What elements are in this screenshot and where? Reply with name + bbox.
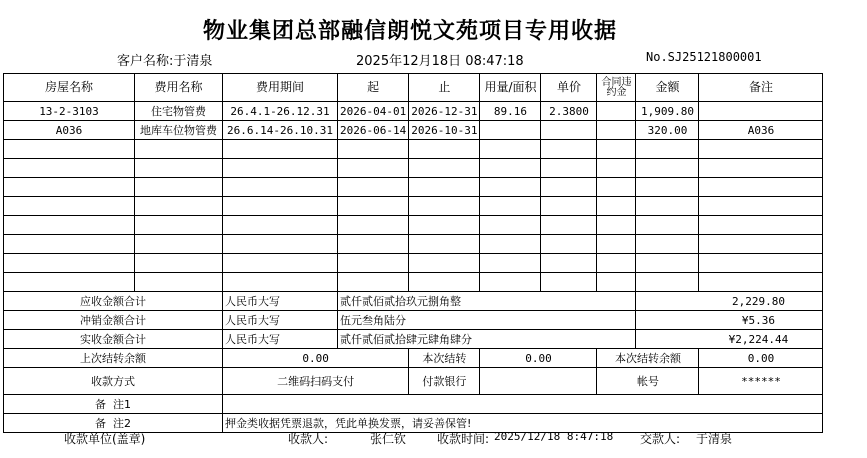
receipt-title: 物业集团总部融信朗悦文苑项目专用收据: [202, 18, 617, 44]
empty-cell: [636, 273, 699, 292]
footer-time: 2025/12/18 8:47:18: [494, 430, 614, 443]
table-row: [4, 235, 823, 254]
receivable-upper: 贰仟贰佰贰拾玖元捌角整: [338, 292, 636, 311]
empty-cell: [4, 216, 135, 235]
rmb-upper-label: 人民币大写: [223, 292, 338, 311]
empty-cell: [541, 159, 597, 178]
pay-method: 二维码扫码支付: [223, 368, 409, 395]
header-amount: 金额: [636, 74, 699, 102]
table-row: [4, 102, 823, 121]
footer-payer: 于清泉: [696, 432, 733, 446]
remark2-label: 备 注2: [4, 414, 223, 433]
empty-cell: [699, 216, 823, 235]
empty-cell: [135, 235, 223, 254]
empty-cell: [223, 235, 338, 254]
table-row: [4, 254, 823, 273]
cell-room: 13-2-3103: [4, 102, 135, 121]
empty-cell: [338, 197, 409, 216]
this-transfer: 0.00: [480, 349, 597, 368]
table-row: [4, 216, 823, 235]
this-balance: 0.00: [699, 349, 823, 368]
empty-cell: [223, 216, 338, 235]
empty-cell: [597, 140, 636, 159]
receipt-number: No.SJ25121800001: [646, 50, 762, 64]
remark1-row: [4, 395, 823, 414]
empty-cell: [541, 216, 597, 235]
empty-cell: [4, 159, 135, 178]
footer-unit: 收款单位(盖章): [64, 432, 146, 446]
header-remark: 备注: [699, 74, 823, 102]
empty-cell: [699, 178, 823, 197]
pay-bank: [480, 368, 597, 395]
empty-cell: [636, 178, 699, 197]
empty-cell: [699, 159, 823, 178]
empty-cell: [480, 197, 541, 216]
empty-cell: [409, 140, 480, 159]
empty-cell: [409, 178, 480, 197]
empty-cell: [4, 273, 135, 292]
empty-cell: [699, 197, 823, 216]
table-row: [4, 178, 823, 197]
empty-cell: [338, 273, 409, 292]
empty-cell: [541, 197, 597, 216]
this-balance-label: 本次结转余额: [597, 349, 699, 368]
customer-line: [117, 50, 212, 69]
empty-cell: [338, 254, 409, 273]
offset-upper: 伍元叁角陆分: [338, 311, 636, 330]
empty-cell: [223, 254, 338, 273]
empty-cell: [699, 235, 823, 254]
empty-cell: [597, 235, 636, 254]
empty-rows: [4, 140, 823, 292]
table-row: [4, 273, 823, 292]
header-unit-price: 单价: [541, 74, 597, 102]
empty-cell: [4, 254, 135, 273]
empty-cell: [480, 235, 541, 254]
empty-cell: [338, 159, 409, 178]
balance-row: [4, 349, 823, 368]
cell-usage: [480, 121, 541, 140]
remark1-label: 备 注1: [4, 395, 223, 414]
empty-cell: [636, 254, 699, 273]
empty-cell: [480, 178, 541, 197]
empty-cell: [409, 273, 480, 292]
empty-cell: [338, 178, 409, 197]
cell-start: 2026-06-14: [338, 121, 409, 140]
empty-cell: [597, 254, 636, 273]
empty-cell: [597, 197, 636, 216]
table-header-row: [4, 74, 823, 102]
header-start: 起: [338, 74, 409, 102]
receivable-label: 应收金额合计: [4, 292, 223, 311]
empty-cell: [135, 178, 223, 197]
remark2-value: 押金类收据凭票退款，凭此单换发票，请妥善保管!: [223, 414, 823, 433]
cell-period: 26.6.14-26.10.31: [223, 121, 338, 140]
cell-start: 2026-04-01: [338, 102, 409, 121]
cell-penalty: [597, 121, 636, 140]
receipt-table: [3, 73, 823, 433]
empty-cell: [135, 254, 223, 273]
empty-cell: [135, 197, 223, 216]
empty-cell: [597, 273, 636, 292]
cell-remark: A036: [699, 121, 823, 140]
empty-cell: [597, 216, 636, 235]
account-label: 帐号: [597, 368, 699, 395]
empty-cell: [223, 197, 338, 216]
cell-unit-price: [541, 121, 597, 140]
cell-remark: [699, 102, 823, 121]
actual-label: 实收金额合计: [4, 330, 223, 349]
account-value: ******: [699, 368, 823, 395]
table-row: [4, 197, 823, 216]
empty-cell: [223, 159, 338, 178]
offset-label: 冲销金额合计: [4, 311, 223, 330]
cell-usage: 89.16: [480, 102, 541, 121]
rmb-upper-label: 人民币大写: [223, 311, 338, 330]
empty-cell: [135, 159, 223, 178]
empty-cell: [541, 235, 597, 254]
this-transfer-label: 本次结转: [409, 349, 480, 368]
empty-cell: [597, 159, 636, 178]
actual-upper: 贰仟贰佰贰拾肆元肆角肆分: [338, 330, 636, 349]
empty-cell: [541, 273, 597, 292]
empty-cell: [636, 140, 699, 159]
cell-amount: 320.00: [636, 121, 699, 140]
customer-label: 客户名称:: [117, 54, 174, 69]
cell-unit-price: 2.3800: [541, 102, 597, 121]
empty-cell: [480, 273, 541, 292]
empty-cell: [480, 159, 541, 178]
pay-method-label: 收款方式: [4, 368, 223, 395]
empty-cell: [541, 178, 597, 197]
empty-cell: [636, 197, 699, 216]
header-end: 止: [409, 74, 480, 102]
footer-payee: 张仁钦: [370, 432, 407, 446]
offset-row: [4, 311, 823, 330]
cell-end: 2026-12-31: [409, 102, 480, 121]
header-usage: 用量/面积: [480, 74, 541, 102]
customer-name: 于清泉: [173, 54, 213, 69]
header-fee-name: 费用名称: [135, 74, 223, 102]
prev-balance-label: 上次结转余额: [4, 349, 223, 368]
receivable-amount: 2,229.80: [636, 292, 823, 311]
header-period: 费用期间: [223, 74, 338, 102]
rmb-upper-label: 人民币大写: [223, 330, 338, 349]
cell-amount: 1,909.80: [636, 102, 699, 121]
empty-cell: [480, 254, 541, 273]
empty-cell: [4, 235, 135, 254]
table-row: [4, 159, 823, 178]
empty-cell: [338, 235, 409, 254]
cell-room: A036: [4, 121, 135, 140]
empty-cell: [4, 140, 135, 159]
cell-fee-name: 地库车位物管费: [135, 121, 223, 140]
pay-bank-label: 付款银行: [409, 368, 480, 395]
empty-cell: [223, 273, 338, 292]
cell-penalty: [597, 102, 636, 121]
payment-row: [4, 368, 823, 395]
empty-cell: [135, 273, 223, 292]
receipt-datetime: 2025年12月18日 08:47:18: [356, 54, 524, 69]
empty-cell: [409, 254, 480, 273]
empty-cell: [338, 216, 409, 235]
cell-fee-name: 住宅物管费: [135, 102, 223, 121]
empty-cell: [636, 235, 699, 254]
table-row: [4, 140, 823, 159]
empty-cell: [541, 140, 597, 159]
actual-amount: ¥2,224.44: [636, 330, 823, 349]
empty-cell: [223, 178, 338, 197]
empty-cell: [338, 140, 409, 159]
empty-cell: [636, 159, 699, 178]
cell-period: 26.4.1-26.12.31: [223, 102, 338, 121]
empty-cell: [636, 216, 699, 235]
empty-cell: [409, 197, 480, 216]
footer-time-label: 收款时间:: [437, 432, 490, 446]
offset-amount: ¥5.36: [636, 311, 823, 330]
empty-cell: [409, 216, 480, 235]
receivable-row: [4, 292, 823, 311]
empty-cell: [699, 254, 823, 273]
empty-cell: [4, 197, 135, 216]
empty-cell: [541, 254, 597, 273]
cell-end: 2026-10-31: [409, 121, 480, 140]
empty-cell: [699, 273, 823, 292]
header-penalty: 合同违约金: [597, 74, 636, 102]
remark1-value: [223, 395, 823, 414]
empty-cell: [135, 216, 223, 235]
empty-cell: [223, 140, 338, 159]
empty-cell: [4, 178, 135, 197]
actual-row: [4, 330, 823, 349]
header-room: 房屋名称: [4, 74, 135, 102]
footer-payee-label: 收款人:: [288, 432, 329, 446]
empty-cell: [135, 140, 223, 159]
empty-cell: [699, 140, 823, 159]
empty-cell: [597, 178, 636, 197]
empty-cell: [409, 235, 480, 254]
table-row: [4, 121, 823, 140]
prev-balance: 0.00: [223, 349, 409, 368]
footer-payer-label: 交款人:: [640, 432, 681, 446]
empty-cell: [409, 159, 480, 178]
empty-cell: [480, 216, 541, 235]
empty-cell: [480, 140, 541, 159]
